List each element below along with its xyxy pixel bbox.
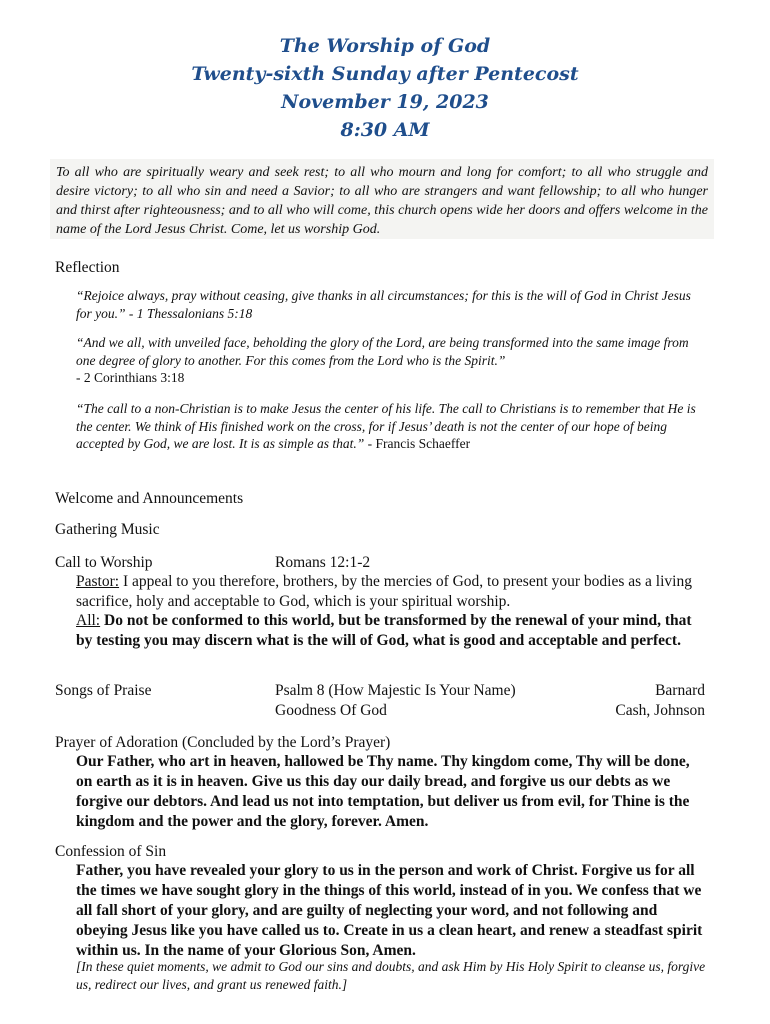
- reflection-quote-2-text: “And we all, with unveiled face, beholding the glory of the Lord, are being transformed into the same image from one degree of glory to another. For this comes from the Lord who is the Spirit.”: [76, 335, 689, 368]
- songs-heading: Songs of Praise: [55, 682, 152, 699]
- welcome-statement: To all who are spiritually weary and seek rest; to all who mourn and long for comfort; to all who struggle and desire victory; to all who sin and need a Savior; to all who are strangers and want fellowship; to all who hunger and thirst after righteousness; and to all who will come, this church opens wide her doors and offers welcome in the name of the Lord Jesus Christ. Come, let us worship God.: [50, 159, 714, 239]
- reflection-quote-3-ref: - Francis Schaeffer: [364, 436, 471, 451]
- reflection-quote-2: [76, 334, 700, 387]
- song-1-author: Barnard: [655, 682, 705, 699]
- song-2-author: Cash, Johnson: [615, 702, 705, 719]
- reflection-quote-3: [76, 400, 700, 453]
- welcome-announcements-heading: Welcome and Announcements: [55, 490, 244, 507]
- call-to-worship-pastor: [76, 572, 706, 612]
- call-to-worship-heading: Call to Worship: [55, 554, 153, 571]
- song-1-title: Psalm 8 (How Majestic Is Your Name): [275, 682, 516, 699]
- service-title: The Worship of God: [279, 35, 491, 57]
- confession-heading: Confession of Sin: [55, 843, 167, 860]
- service-header: [0, 32, 770, 144]
- gathering-music-heading: Gathering Music: [55, 521, 160, 538]
- service-date: November 19, 2023: [281, 91, 489, 113]
- pastor-label: Pastor:: [76, 573, 120, 590]
- song-2-title: Goodness Of God: [275, 702, 387, 719]
- reflection-heading: Reflection: [55, 259, 120, 276]
- pastor-text: I appeal to you therefore, brothers, by the mercies of God, to present your bodies as a living sacrifice, holy and acceptable to God, which is your spiritual worship.: [76, 573, 692, 610]
- all-text: Do not be conformed to this world, but be transformed by the renewal of your mind, that by testing you may discern what is the will of God, what is good and acceptable and perfect.: [76, 612, 692, 649]
- service-time: 8:30 AM: [340, 119, 430, 141]
- reflection-quote-3-text: “The call to a non-Christian is to make Jesus the center of his life. The call to Christians is to remember that He is the center. We think of His finished work on the cross, for if Jesus’ death is not the center of our hope of being accepted by God, we are lost. It is as simple as that.”: [76, 401, 696, 451]
- service-occasion: Twenty-sixth Sunday after Pentecost: [191, 63, 579, 85]
- confession-text: Father, you have revealed your glory to us in the person and work of Christ. Forgive us for all the times we have sought glory in the things of this world, instead of in you. We confess that we all fall short of your glory, and are guilty of neglecting your word, and not following and obeying Jesus like you have called us to. Create in us a clean heart, and renew a steadfast spirit within us. In the name of your Glorious Son, Amen.: [76, 862, 703, 959]
- all-label: All:: [76, 612, 101, 629]
- call-to-worship-reference: Romans 12:1-2: [275, 554, 371, 571]
- confession-note: [In these quiet moments, we admit to God our sins and doubts, and ask Him by His Holy Spirit to cleanse us, forgive us, redirect our lives, and grant us renewed faith.]: [76, 959, 706, 992]
- lords-prayer-text: Our Father, who art in heaven, hallowed be Thy name. Thy kingdom come, Thy will be done, on earth as it is in heaven. Give us this day our daily bread, and forgive us our debts as we forgive our debtors. And lead us not into temptation, but deliver us from evil, for Thine is the kingdom and the power and the glory, forever. Amen.: [76, 753, 690, 830]
- call-to-worship-all: [76, 611, 706, 651]
- prayer-heading: Prayer of Adoration (Concluded by the Lord’s Prayer): [55, 734, 391, 751]
- reflection-quote-2-ref: - 2 Corinthians 3:18: [76, 370, 185, 385]
- reflection-quote-1: “Rejoice always, pray without ceasing, give thanks in all circumstances; for this is the will of God in Christ Jesus for you.” - 1 Thessalonians 5:18: [76, 288, 691, 321]
